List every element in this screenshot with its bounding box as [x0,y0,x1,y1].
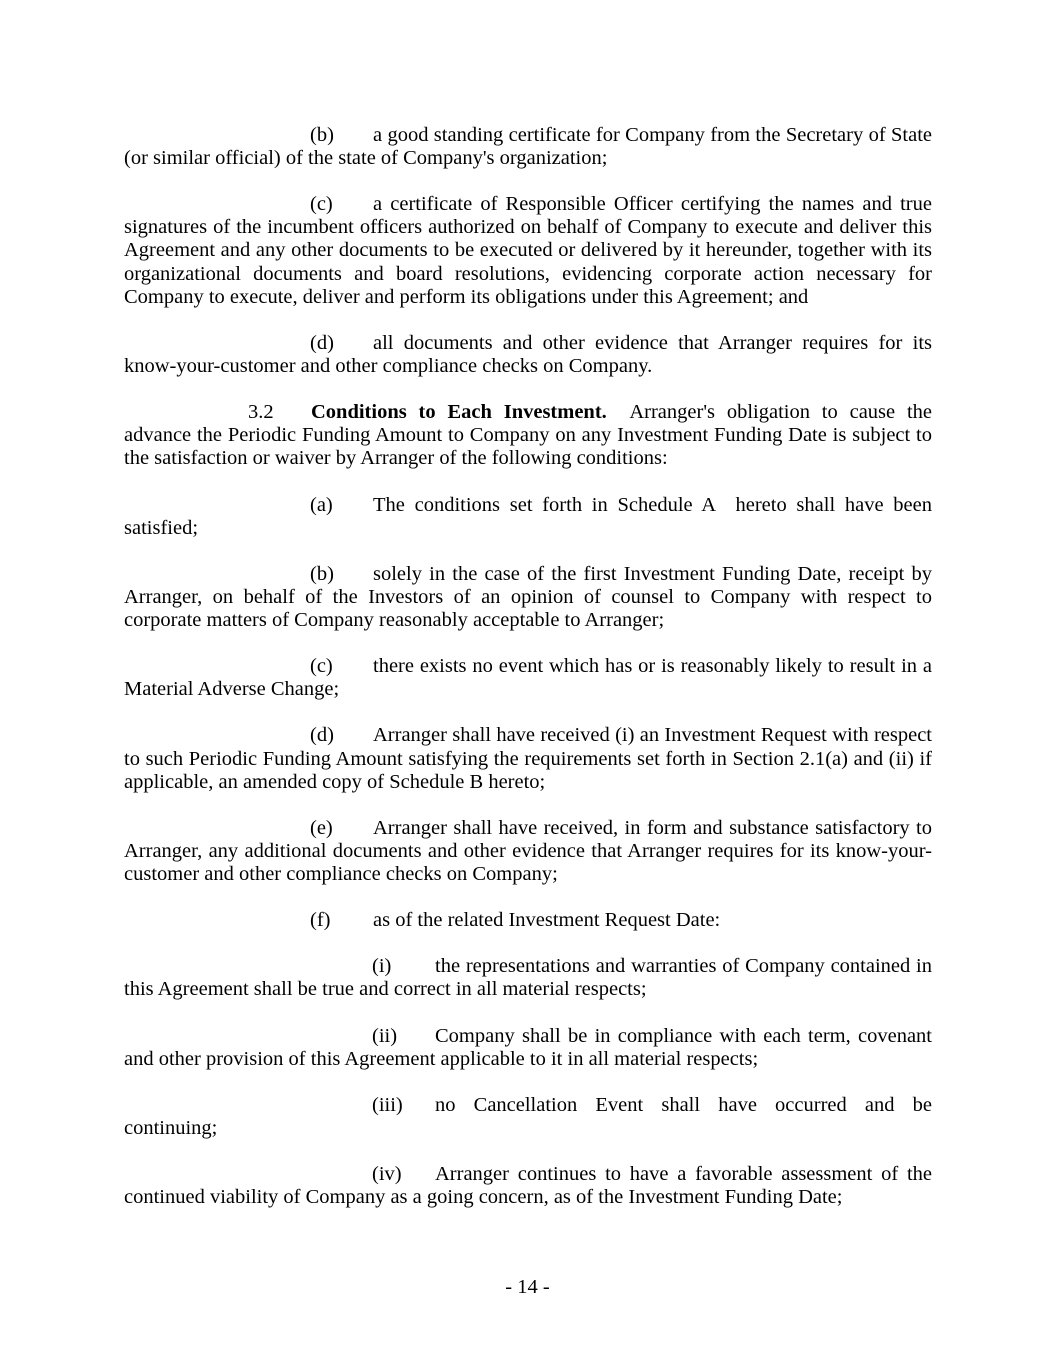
subclause-label: (iv) [372,1163,402,1186]
clause-label: (a) [310,493,333,516]
clause-text: as of the related Investment Request Date: [373,909,721,932]
clause-text: a good standing certificate for Company from the Secretary of State (or similar official) of the state of Company's organization; [124,124,932,170]
subclause-label: (i) [372,955,392,978]
clause-label: (d) [310,331,334,354]
clause-text: The conditions set forth in Schedule A hereto shall have been satisfied; [124,493,932,539]
subclause-text: Company shall be in compliance with each term, covenant and other provision of this Agreement applicable to it in all material respects; [124,1024,932,1070]
clause-text: Arranger shall have received (i) an Investment Request with respect to such Periodic Funding Amount satisfying the requirements set forth in Section 2.1(a) and (ii) if applicable, an amended copy of Schedule B hereto; [124,724,932,793]
clause-f2 [124,909,932,932]
clause-text: all documents and other evidence that Arranger requires for its know-your-customer and other compliance checks on Company. [124,331,932,377]
clause-label: (d) [310,724,334,747]
clause-label: (f) [310,909,331,932]
page-number: - 14 - [505,1276,550,1298]
document-body [124,124,932,1233]
section-heading: Conditions to Each Investment. [311,401,607,424]
clause-d2 [124,724,932,793]
clause-label: (b) [310,562,334,585]
subclause-iv [124,1163,932,1209]
clause-text: solely in the case of the first Investment Funding Date, receipt by Arranger, on behalf of the Investors of an opinion of counsel to Company with respect to corporate matters of Company reasonably acceptable to Arranger; [124,562,932,631]
clause-e2 [124,817,932,886]
subclause-ii [124,1025,932,1071]
clause-label: (c) [310,655,333,678]
clause-c2 [124,655,932,701]
subclause-text: no Cancellation Event shall have occurred and be continuing; [124,1093,932,1140]
subclause-text: Arranger continues to have a favorable assessment of the continued viability of Company as a going concern, as of the Investment Funding Date; [124,1163,932,1209]
clause-a2 [124,494,932,540]
subclause-text: the representations and warranties of Company contained in this Agreement shall be true and correct in all material respects; [124,955,932,1001]
clause-text: Arranger shall have received, in form and substance satisfactory to Arranger, any additional documents and other evidence that Arranger requires for its know-your-customer and other compliance checks on Company; [124,816,932,885]
subclause-label: (iii) [372,1093,403,1116]
clause-d [124,332,932,378]
subclause-iii [124,1094,932,1140]
section-3-2 [124,401,932,470]
subclause-i [124,955,932,1001]
clause-label: (b) [310,124,334,146]
clause-text: there exists no event which has or is reasonably likely to result in a Material Adverse Change; [124,655,932,701]
clause-b2 [124,563,932,632]
clause-c [124,193,932,308]
section-text: Arranger's obligation to cause the advance the Periodic Funding Amount to Company on any Investment Funding Date is subject to the satisfaction or waiver by Arranger of the following conditions: [124,401,933,470]
clause-label: (c) [310,193,333,216]
clause-label: (e) [310,816,333,839]
clause-b [124,124,932,170]
clause-text: a certificate of Responsible Officer certifying the names and true signatures of the incumbent officers authorized on behalf of Company to execute and deliver this Agreement and any other documents to be executed or delivered by it hereunder, together with its organizational documents and board resolutions, evidencing corporate action necessary for Company to execute, deliver and perform its obligations under this Agreement; and [124,193,932,308]
subclause-label: (ii) [372,1024,398,1047]
section-number: 3.2 [248,401,274,424]
